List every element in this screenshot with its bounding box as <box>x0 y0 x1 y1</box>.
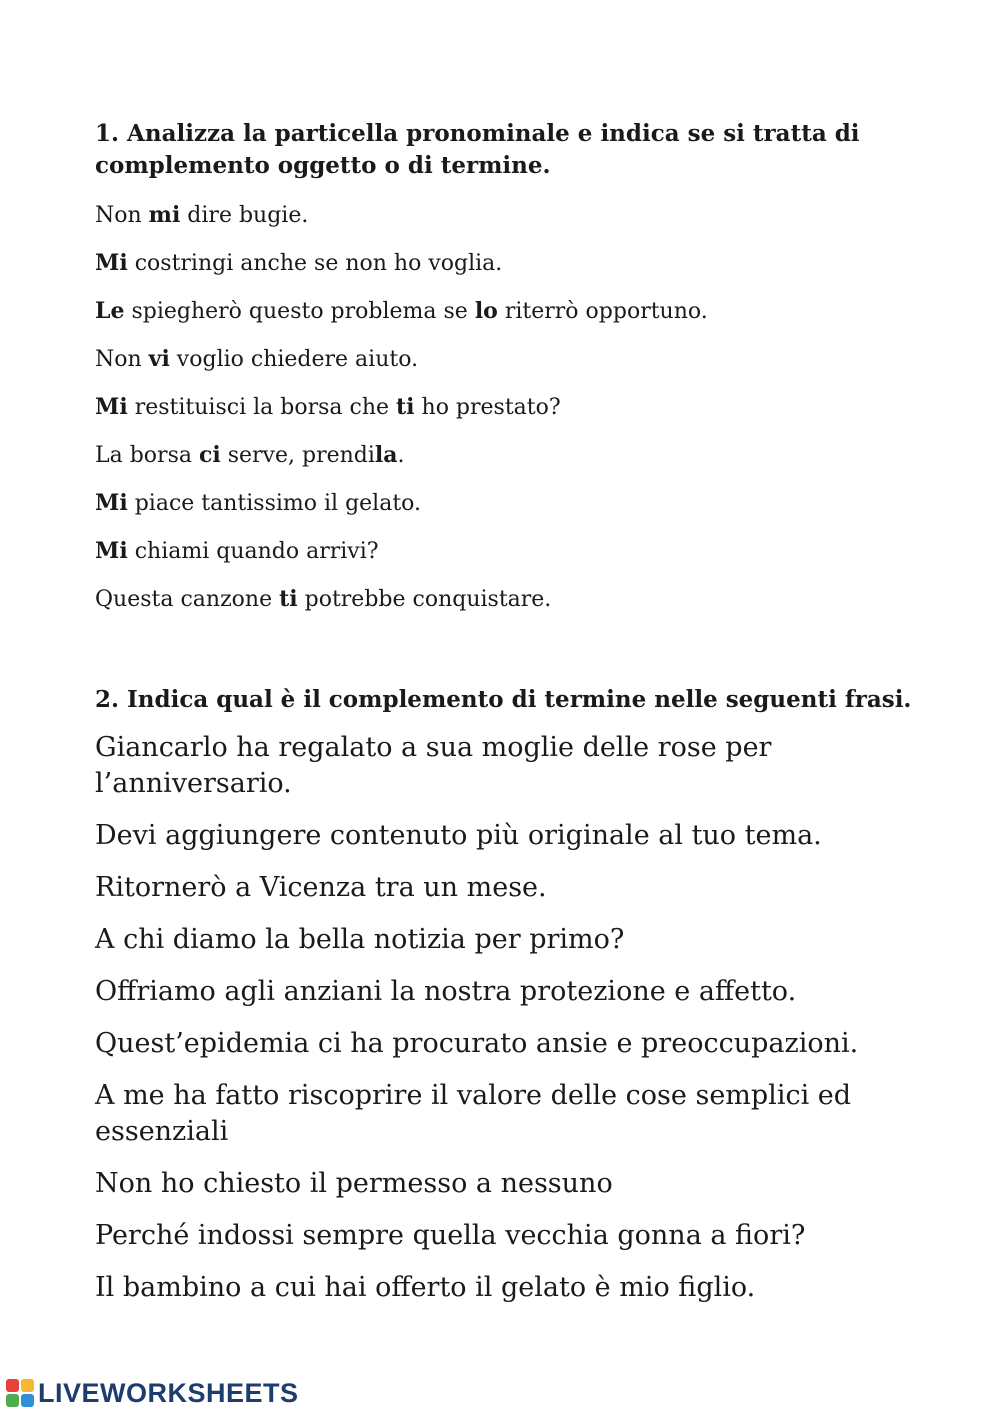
sentence-text: ho prestato? <box>414 395 561 420</box>
sentence-text: piace tantissimo il gelato. <box>127 491 422 516</box>
sentence-text: . <box>397 443 405 468</box>
pronoun-particle: mi <box>148 202 181 228</box>
exercise-2-sentence: Offriamo agli anziani la nostra protezione e affetto. <box>95 976 797 1007</box>
sentence-text: chiami quando arrivi? <box>127 539 379 564</box>
exercise-1-sentence <box>95 249 915 277</box>
exercise-1-sentence <box>95 201 915 229</box>
exercise-2-sentence: A chi diamo la bella notizia per primo? <box>95 924 625 955</box>
exercise-1-title-line-2: complemento oggetto o di termine. <box>95 152 551 179</box>
logo-square <box>21 1394 34 1407</box>
pronoun-particle: lo <box>474 298 498 324</box>
pronoun-particle: vi <box>148 346 170 372</box>
exercise-1-sentence <box>95 489 915 517</box>
exercise-2-sentence: Devi aggiungere contenuto più originale al tuo tema. <box>95 820 822 851</box>
exercise-2-sentence-list <box>95 730 925 1306</box>
sentence-text: Non <box>95 347 149 372</box>
liveworksheets-logo-icon <box>6 1379 34 1407</box>
pronoun-particle: la <box>374 442 398 468</box>
exercise-2-title: 2. Indica qual è il complemento di termine nelle seguenti frasi. <box>95 686 912 713</box>
exercise-2-sentence: Perché indossi sempre quella vecchia gonna a fiori? <box>95 1220 806 1251</box>
sentence-text: serve, prendi <box>220 443 375 468</box>
sentence-text: costringi anche se non ho voglia. <box>127 251 503 276</box>
sentence-text: Questa canzone <box>95 587 280 612</box>
pronoun-particle: Le <box>95 298 125 324</box>
pronoun-particle: Mi <box>95 250 128 276</box>
sentence-text: potrebbe conquistare. <box>297 587 552 612</box>
exercise-1-title-line-1: 1. Analizza la particella pronominale e indica se si tratta di <box>95 120 860 147</box>
pronoun-particle: ti <box>279 586 298 612</box>
exercise-2-sentence: Giancarlo ha regalato a sua moglie delle rose per l’anniversario. <box>95 732 772 799</box>
sentence-text: dire bugie. <box>180 203 309 228</box>
sentence-text: riterrò opportuno. <box>497 299 708 324</box>
logo-square <box>6 1379 19 1392</box>
exercise-2-sentence: Ritornerò a Vicenza tra un mese. <box>95 872 547 903</box>
exercise-2 <box>95 684 925 1322</box>
sentence-text: restituisci la borsa che <box>127 395 396 420</box>
exercise-1-sentence-list <box>95 201 915 613</box>
exercise-1-sentence <box>95 345 915 373</box>
sentence-text: voglio chiedere aiuto. <box>169 347 419 372</box>
exercise-1-title <box>95 118 915 182</box>
pronoun-particle: Mi <box>95 394 128 420</box>
sentence-text: spiegherò questo problema se <box>124 299 475 324</box>
exercise-1-sentence <box>95 537 915 565</box>
logo-square <box>21 1379 34 1392</box>
exercise-1-sentence <box>95 585 915 613</box>
exercise-1-sentence <box>95 393 915 421</box>
pronoun-particle: ci <box>198 442 221 468</box>
liveworksheets-logo[interactable] <box>6 1377 299 1409</box>
exercise-1 <box>95 118 915 613</box>
sentence-text: Non <box>95 203 149 228</box>
exercise-2-sentence: Quest’epidemia ci ha procurato ansie e preoccupazioni. <box>95 1028 859 1059</box>
pronoun-particle: Mi <box>95 490 128 516</box>
pronoun-particle: ti <box>396 394 415 420</box>
pronoun-particle: Mi <box>95 538 128 564</box>
exercise-2-sentence: A me ha fatto riscoprire il valore delle cose semplici ed essenziali <box>95 1080 852 1147</box>
exercise-1-sentence <box>95 297 915 325</box>
sentence-text: La borsa <box>95 443 199 468</box>
exercise-2-sentence: Il bambino a cui hai offerto il gelato è mio figlio. <box>95 1272 756 1303</box>
exercise-2-sentence: Non ho chiesto il permesso a nessuno <box>95 1168 613 1199</box>
exercise-1-sentence <box>95 441 915 469</box>
liveworksheets-logo-text: LIVEWORKSHEETS <box>38 1377 299 1408</box>
logo-square <box>6 1394 19 1407</box>
